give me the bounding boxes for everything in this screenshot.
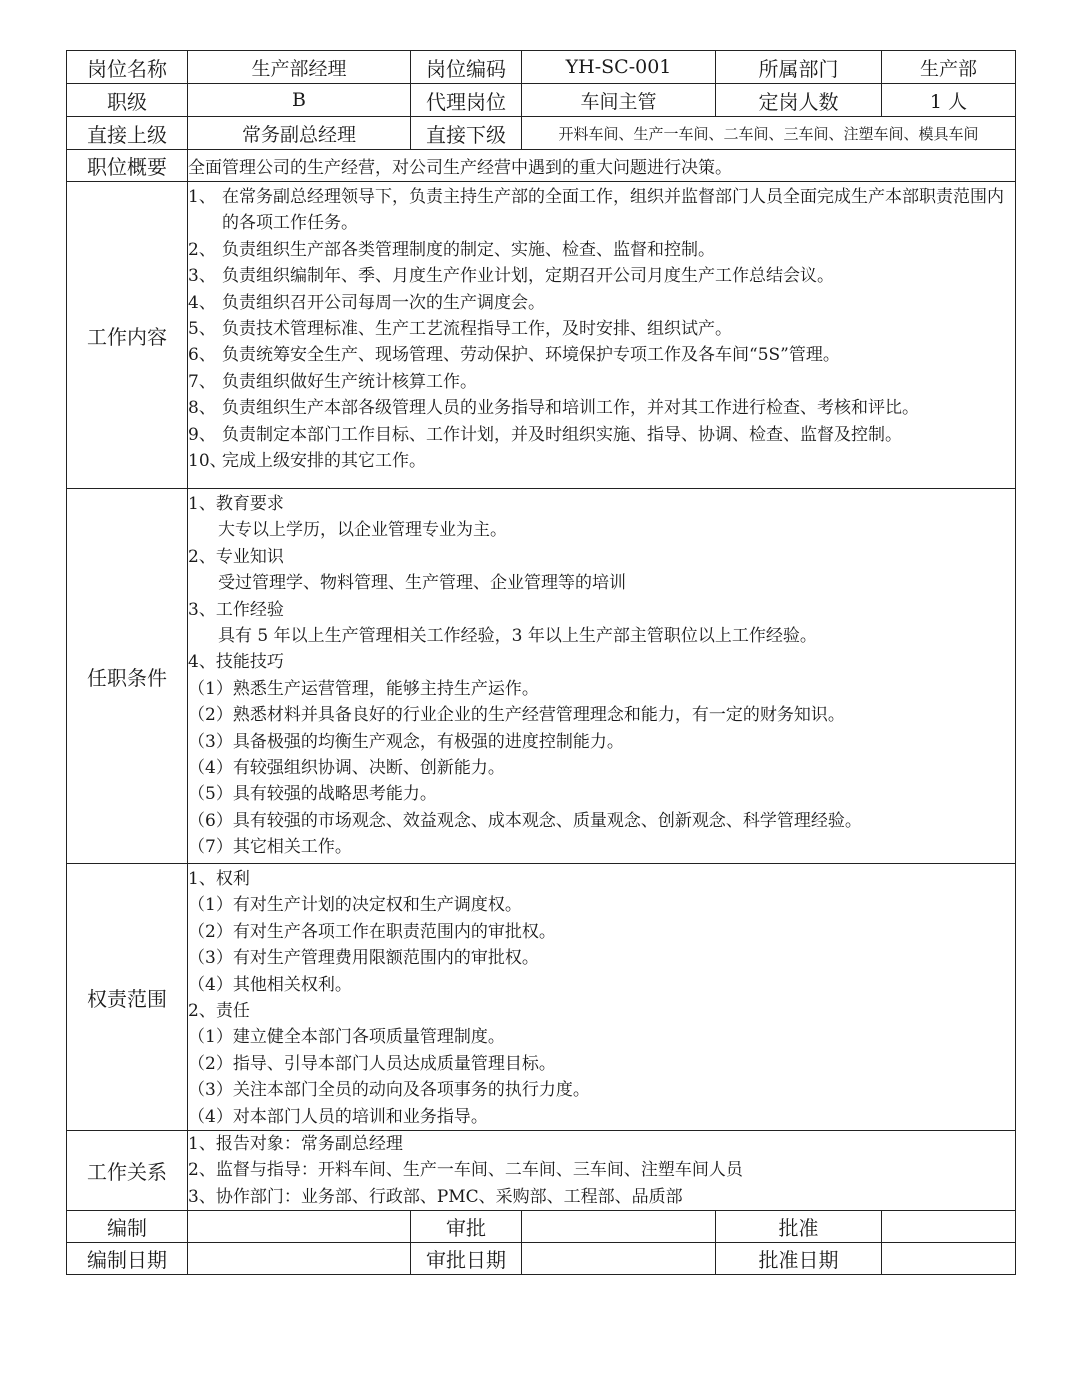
list-item: 4、 负责组织召开公司每周一次的生产调度会。 xyxy=(188,292,545,313)
list-item: 7、 负责组织做好生产统计核算工作。 xyxy=(188,371,477,392)
right-item: （4）其他相关权利。 xyxy=(188,974,352,995)
position-code-value: YH-SC-001 xyxy=(522,51,716,84)
experience-title: 3、工作经验 xyxy=(188,599,284,620)
work-content-label: 工作内容 xyxy=(67,182,188,489)
prepared-date-label: 编制日期 xyxy=(67,1243,188,1275)
summary-row xyxy=(67,150,1016,182)
list-item: 8、 负责组织生产本部各级管理人员的业务指导和培训工作，并对其工作进行检查、考核和评比。 xyxy=(188,398,919,419)
signoff-row-2 xyxy=(67,1243,1016,1275)
list-item: 6、 负责统筹安全生产、现场管理、劳动保护、环境保护专项工作及各车间“5S”管理。 xyxy=(188,345,840,366)
approved-date-value[interactable] xyxy=(882,1243,1016,1275)
summary-label: 职位概要 xyxy=(67,150,188,182)
requirements-row xyxy=(67,489,1016,864)
list-item: 10、完成上级安排的其它工作。 xyxy=(188,451,426,472)
signoff-row-1 xyxy=(67,1211,1016,1243)
reviewed-date-value[interactable] xyxy=(522,1243,716,1275)
skill-item: （7）其它相关工作。 xyxy=(188,837,352,858)
rights-title: 1、权利 xyxy=(188,869,250,889)
prepared-date-value[interactable] xyxy=(188,1243,411,1275)
grade-label: 职级 xyxy=(67,84,188,117)
reviewed-label: 审批 xyxy=(411,1211,522,1243)
authority-label: 权责范围 xyxy=(67,864,188,1131)
prepared-value[interactable] xyxy=(188,1211,411,1243)
education-title: 1、教育要求 xyxy=(188,494,284,514)
skill-item: （6）具有较强的市场观念、效益观念、成本观念、质量观念、创新观念、科学管理经验。 xyxy=(188,810,862,831)
deputy-label: 代理岗位 xyxy=(411,84,522,117)
skills-title: 4、技能技巧 xyxy=(188,652,284,673)
right-item: （3）有对生产管理费用限额范围内的审批权。 xyxy=(188,948,539,969)
skill-item: （2）熟悉材料并具备良好的行业企业的生产经营管理理念和能力，有一定的财务知识。 xyxy=(188,705,845,726)
list-item: 9、 负责制定本部门工作目标、工作计划，并及时组织实施、指导、协调、检查、监督及控制。 xyxy=(188,424,902,445)
list-item: 3、 负责组织编制年、季、月度生产作业计划，定期召开公司月度生产工作总结会议。 xyxy=(188,266,834,287)
summary-text: 全面管理公司的生产经营，对公司生产经营中遇到的重大问题进行决策。 xyxy=(188,150,1016,182)
duty-item: （3）关注本部门全员的动向及各项事务的执行力度。 xyxy=(188,1080,590,1101)
job-description-table xyxy=(66,50,1016,1275)
header-row-3 xyxy=(67,117,1016,150)
position-name-label: 岗位名称 xyxy=(67,51,188,84)
experience-text: 具有 5 年以上生产管理相关工作经验，3 年以上生产部主管职位以上工作经验。 xyxy=(218,626,817,647)
requirements-label: 任职条件 xyxy=(67,489,188,864)
reviewed-value[interactable] xyxy=(522,1211,716,1243)
grade-value: B xyxy=(188,84,411,117)
superior-label: 直接上级 xyxy=(67,117,188,150)
skill-item: （4）有较强组织协调、决断、创新能力。 xyxy=(188,758,505,779)
relation-item: 3、协作部门：业务部、行政部、PMC、采购部、工程部、品质部 xyxy=(188,1186,683,1207)
approved-value[interactable] xyxy=(882,1211,1016,1243)
authority-row xyxy=(67,864,1016,1131)
authority-list xyxy=(188,864,1016,1131)
knowledge-text: 受过管理学、物料管理、生产管理、企业管理等的培训 xyxy=(218,573,626,594)
skill-item: （3）具备极强的均衡生产观念，有极强的进度控制能力。 xyxy=(188,731,624,752)
education-text: 大专以上学历，以企业管理专业为主。 xyxy=(218,520,507,541)
subordinate-label: 直接下级 xyxy=(411,117,522,150)
duties-title: 2、责任 xyxy=(188,1001,250,1022)
prepared-label: 编制 xyxy=(67,1211,188,1243)
work-content-list xyxy=(188,182,1016,489)
list-item: 1、 在常务副总经理领导下，负责主持生产部的全面工作，组织并监督部门人员全面完成生产本部职责范围内的各项工作任务。 xyxy=(188,187,1004,234)
list-item: 5、 负责技术管理标准、生产工艺流程指导工作，及时安排、组织试产。 xyxy=(188,319,732,340)
duty-item: （4）对本部门人员的培训和业务指导。 xyxy=(188,1106,488,1127)
duty-item: （2）指导、引导本部门人员达成质量管理目标。 xyxy=(188,1053,556,1074)
superior-value: 常务副总经理 xyxy=(188,117,411,150)
approved-label: 批准 xyxy=(716,1211,882,1243)
deputy-value: 车间主管 xyxy=(522,84,716,117)
relations-label: 工作关系 xyxy=(67,1131,188,1211)
position-code-label: 岗位编码 xyxy=(411,51,522,84)
approved-date-label: 批准日期 xyxy=(716,1243,882,1275)
skill-item: （5）具有较强的战略思考能力。 xyxy=(188,784,437,805)
headcount-value: 1 人 xyxy=(882,84,1016,117)
knowledge-title: 2、专业知识 xyxy=(188,546,284,567)
department-label: 所属部门 xyxy=(716,51,882,84)
relations-row xyxy=(67,1131,1016,1211)
duty-item: （1）建立健全本部门各项质量管理制度。 xyxy=(188,1027,505,1048)
list-item: 2、 负责组织生产部各类管理制度的制定、实施、检查、监督和控制。 xyxy=(188,239,715,260)
header-row-1 xyxy=(67,51,1016,84)
relations-list xyxy=(188,1131,1016,1211)
right-item: （2）有对生产各项工作在职责范围内的审批权。 xyxy=(188,921,556,942)
work-content-row xyxy=(67,182,1016,489)
headcount-label: 定岗人数 xyxy=(716,84,882,117)
relation-item: 1、报告对象：常务副总经理 xyxy=(188,1134,403,1155)
right-item: （1）有对生产计划的决定权和生产调度权。 xyxy=(188,895,522,916)
department-value: 生产部 xyxy=(882,51,1016,84)
relation-item: 2、监督与指导：开料车间、生产一车间、二车间、三车间、注塑车间人员 xyxy=(188,1160,743,1181)
position-name-value: 生产部经理 xyxy=(188,51,411,84)
requirements-list xyxy=(188,489,1016,864)
subordinate-value: 开料车间、生产一车间、二车间、三车间、注塑车间、模具车间 xyxy=(522,117,1016,150)
reviewed-date-label: 审批日期 xyxy=(411,1243,522,1275)
skill-item: （1）熟悉生产运营管理，能够主持生产运作。 xyxy=(188,678,539,699)
header-row-2 xyxy=(67,84,1016,117)
